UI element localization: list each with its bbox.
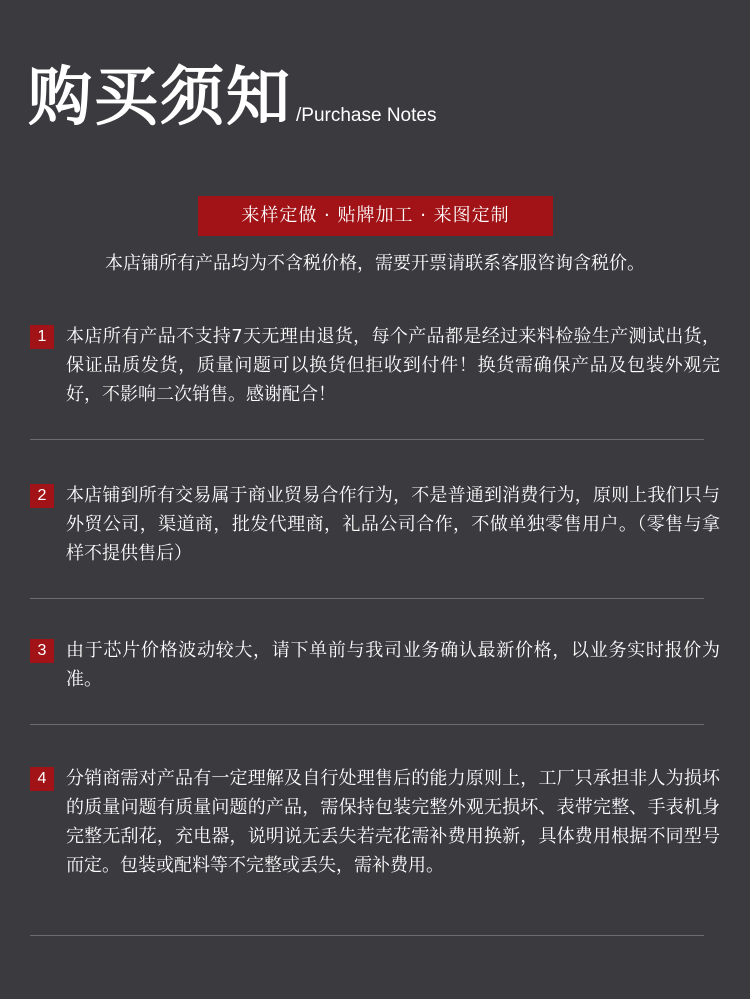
service-banner: 来样定做 · 贴牌加工 · 来图定制: [198, 196, 553, 236]
page-title: 购买须知: [28, 61, 292, 135]
page-header: [28, 62, 436, 134]
notice-item-1: [30, 322, 720, 409]
notice-number-badge: 3: [30, 639, 54, 663]
notice-text: 本店铺到所有交易属于商业贸易合作行为，不是普通到消费行为，原则上我们只与外贸公司，渠道商，批发代理商，礼品公司合作，不做单独零售用户。（零售与拿样不提供售后）: [66, 485, 720, 564]
notice-number-badge: 4: [30, 767, 54, 791]
notice-item-4: [30, 764, 720, 880]
notice-number-badge: 1: [30, 325, 54, 349]
divider: [30, 598, 704, 599]
notice-number-badge: 2: [30, 484, 54, 508]
notice-text: 由于芯片价格波动较大，请下单前与我司业务确认最新价格，以业务实时报价为准。: [66, 640, 720, 690]
notice-item-2: [30, 481, 720, 568]
divider: [30, 724, 704, 725]
tax-notice: 本店铺所有产品均为不含税价格，需要开票请联系客服咨询含税价。: [105, 253, 645, 274]
divider: [30, 935, 704, 936]
page-subtitle: /Purchase Notes: [296, 105, 437, 126]
notice-text: 分销商需对产品有一定理解及自行处理售后的能力原则上，工厂只承担非人为损坏的质量问题有质量问题的产品，需保持包装完整外观无损坏、表带完整、手表机身完整无刮花，充电器，说明说无丢失若壳花需补费用换新，具体费用根据不同型号而定。包装或配料等不完整或丢失，需补费用。: [66, 768, 720, 876]
notice-item-3: [30, 636, 720, 694]
divider: [30, 439, 704, 440]
notice-text: 本店所有产品不支持7天无理由退货，每个产品都是经过来料检验生产测试出货，保证品质发货，质量问题可以换货但拒收到付件！换货需确保产品及包装外观完好，不影响二次销售。感谢配合！: [66, 326, 720, 405]
